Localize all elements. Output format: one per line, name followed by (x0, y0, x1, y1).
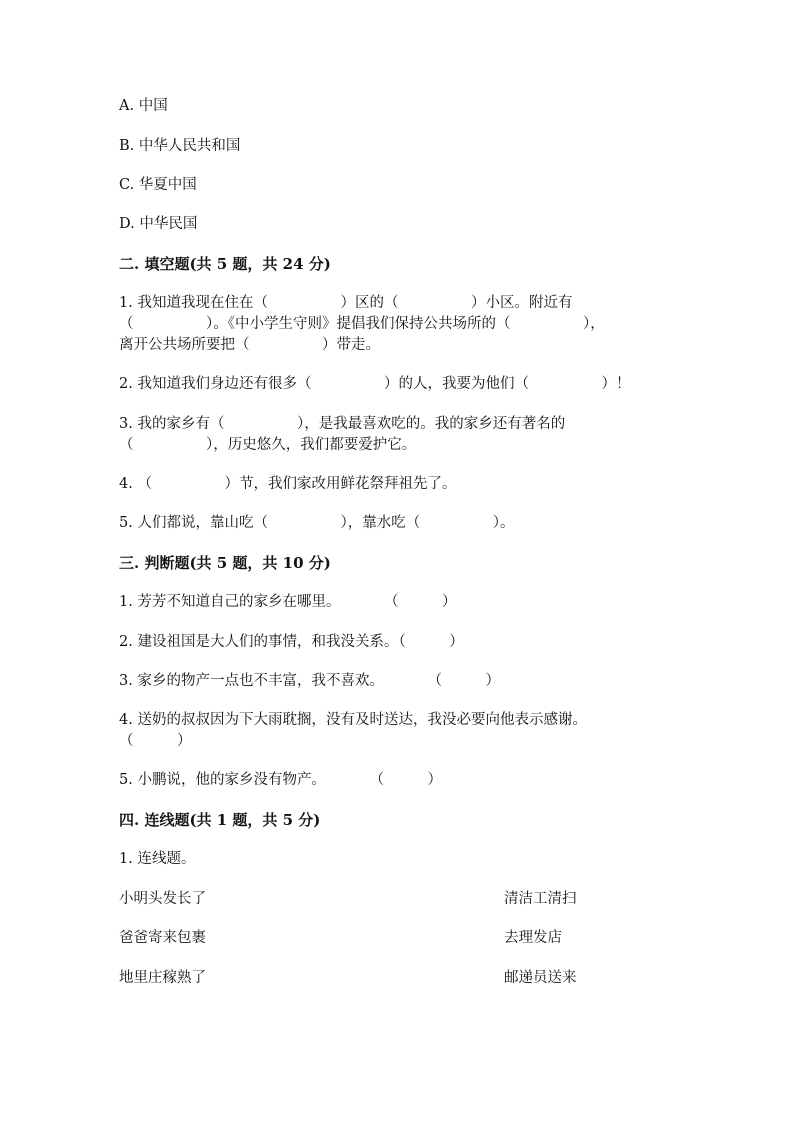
option-a: A. 中国 (119, 98, 168, 114)
section-title-judge: 三. 判断题(共 5 题，共 10 分) (119, 554, 331, 572)
fill-question-3-line-2: （ ），历史悠久，我们都要爱护它。 (119, 437, 417, 453)
judge-question-4-line-1: 4. 送奶的叔叔因为下大雨耽搁，没有及时送达，我没必要向他表示感谢。 (119, 712, 587, 728)
fill-question-2: 2. 我知道我们身边还有很多（ ）的人，我要为他们（ ）！ (119, 376, 631, 392)
section-title-fill: 二. 填空题(共 5 题，共 24 分) (119, 255, 331, 273)
judge-question-4-line-2: （ ） (119, 733, 192, 749)
judge-question-2: 2. 建设祖国是大人们的事情，和我没关系。（ ） (119, 634, 464, 650)
match-left-item-3[interactable]: 地里庄稼熟了 (119, 970, 206, 986)
judge-question-3: 3. 家乡的物产一点也不丰富，我不喜欢。 （ ） (119, 673, 500, 689)
option-d: D. 中华民国 (119, 216, 198, 232)
match-right-item-3[interactable]: 邮递员送来 (504, 970, 577, 986)
match-prompt: 1. 连线题。 (119, 851, 196, 867)
match-left-item-2[interactable]: 爸爸寄来包裹 (119, 930, 206, 946)
fill-question-1-line-1: 1. 我知道我现在住在（ ）区的（ ）小区。附近有 (119, 295, 573, 311)
match-left-item-1[interactable]: 小明头发长了 (119, 891, 206, 907)
fill-question-1-line-3: 离开公共场所要把（ ）带走。 (119, 337, 380, 353)
fill-question-5: 5. 人们都说，靠山吃（ ），靠水吃（ ）。 (119, 515, 515, 531)
judge-question-1: 1. 芳芳不知道自己的家乡在哪里。 （ ） (119, 594, 457, 610)
fill-question-1-line-2: （ ）。《中小学生守则》提倡我们保持公共场所的（ ）， (119, 316, 605, 332)
option-c: C. 华夏中国 (119, 177, 197, 193)
option-b: B. 中华人民共和国 (119, 138, 241, 154)
match-right-item-2[interactable]: 去理发店 (504, 930, 562, 946)
match-right-item-1[interactable]: 清洁工清扫 (504, 891, 577, 907)
fill-question-3-line-1: 3. 我的家乡有（ ），是我最喜欢吃的。我的家乡还有著名的 (119, 416, 566, 432)
judge-question-5: 5. 小鹏说，他的家乡没有物产。 （ ） (119, 772, 442, 788)
fill-question-4: 4. （ ）节，我们家改用鲜花祭拜祖先了。 (119, 476, 457, 492)
section-title-match: 四. 连线题(共 1 题，共 5 分) (119, 811, 321, 829)
